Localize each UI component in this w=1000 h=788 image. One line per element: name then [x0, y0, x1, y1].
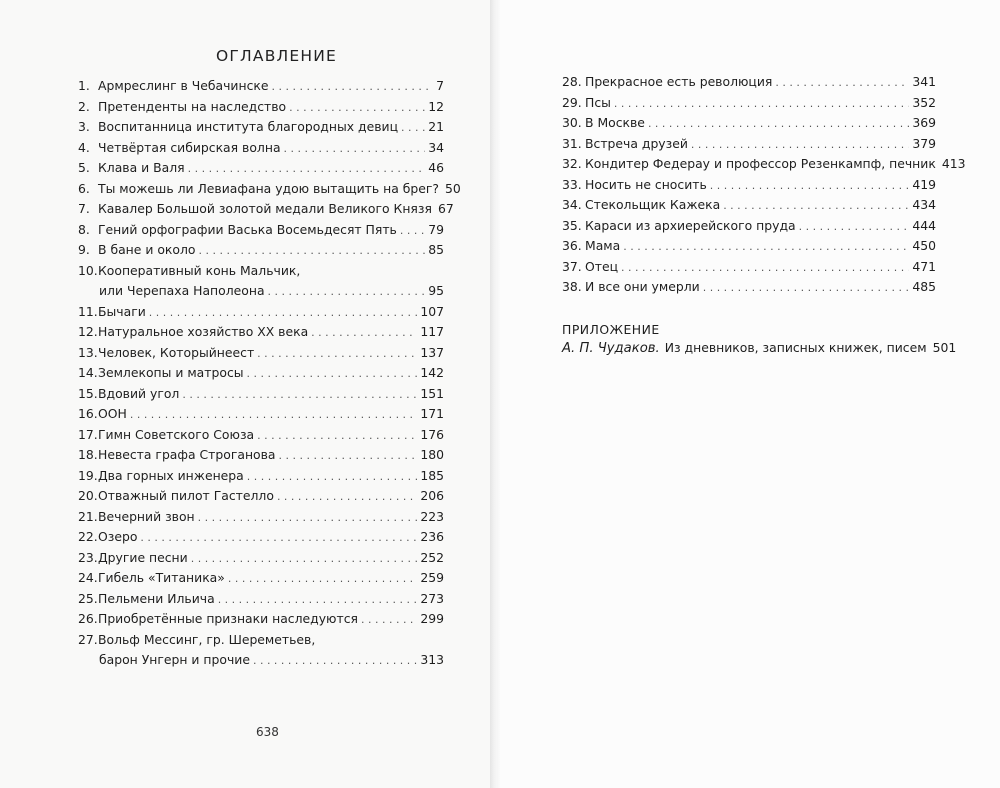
toc-entry — [78, 345, 444, 366]
toc-entry — [78, 406, 444, 427]
dot-leader — [400, 224, 425, 237]
chapter-title: Претенденты на наследство — [98, 98, 287, 114]
toc-entry — [562, 74, 936, 95]
book-gutter — [490, 0, 500, 788]
dot-leader — [703, 281, 910, 294]
chapter-number: 25. — [78, 590, 98, 606]
dot-leader — [272, 80, 434, 93]
chapter-title: Человек, Которыйнеест — [98, 344, 255, 360]
chapter-title: Невеста графа Строганова — [98, 447, 276, 462]
chapter-title: Натуральное хозяйство ХХ века — [98, 324, 309, 339]
toc-entry — [78, 99, 444, 120]
chapter-page: 171 — [420, 406, 444, 421]
chapter-number: 29. — [562, 94, 582, 110]
toc-entry — [78, 304, 444, 325]
chapter-title: Вольф Мессинг, гр. Шереметьев, — [98, 631, 316, 647]
dot-leader — [775, 76, 909, 89]
chapter-page: 313 — [420, 652, 444, 667]
chapter-title: Стекольщик Кажека — [585, 197, 721, 212]
chapter-title: Вдовий угол — [98, 385, 180, 401]
chapter-page: 7 — [436, 78, 444, 93]
chapter-number: 12. — [78, 324, 98, 339]
dot-leader — [691, 138, 909, 151]
toc-entry — [562, 279, 936, 300]
dot-leader — [257, 429, 417, 442]
dot-leader — [284, 142, 426, 155]
chapter-title: Приобретённые признаки наследуются — [98, 611, 358, 626]
dot-leader — [623, 240, 909, 253]
toc-entry — [78, 160, 444, 181]
chapter-page: 185 — [420, 467, 444, 483]
dot-leader — [247, 367, 418, 380]
toc-entry — [78, 242, 444, 263]
toc-entry — [78, 140, 444, 161]
chapter-page: 180 — [420, 447, 444, 462]
chapter-page: 176 — [420, 426, 444, 442]
chapter-number: 35. — [562, 217, 582, 233]
dot-leader — [361, 613, 417, 626]
chapter-page: 137 — [420, 344, 444, 360]
chapter-number: 13. — [78, 344, 98, 360]
chapter-page: 413 — [941, 156, 966, 171]
toc-entry — [78, 529, 444, 550]
chapter-page: 352 — [912, 94, 936, 110]
dot-leader — [614, 97, 909, 110]
chapter-title: Вечерний звон — [98, 508, 195, 524]
chapter-page: 299 — [420, 611, 444, 626]
dot-leader — [149, 306, 418, 319]
chapter-title: Гибель «Титаника» — [98, 570, 225, 585]
chapter-number: 19. — [78, 467, 98, 483]
chapter-page: 369 — [912, 115, 936, 130]
chapter-title: Воспитанница института благородных девиц — [98, 119, 399, 134]
dot-leader — [140, 531, 417, 544]
toc-list-left — [78, 78, 461, 673]
toc-entry — [78, 119, 444, 140]
chapter-page: 50 — [444, 180, 461, 196]
chapter-number: 27. — [78, 631, 98, 647]
toc-entry — [562, 218, 936, 239]
chapter-title: Носить не сносить — [585, 176, 707, 192]
chapter-title: И все они умерли — [585, 279, 700, 294]
dot-leader — [723, 199, 909, 212]
dot-leader — [228, 572, 417, 585]
dot-leader — [130, 408, 418, 421]
toc-entry — [78, 509, 444, 530]
chapter-number: 4. — [78, 139, 90, 155]
chapter-page: 79 — [428, 221, 444, 237]
chapter-page: 471 — [912, 258, 936, 274]
chapter-number: 18. — [78, 447, 98, 462]
toc-entry — [562, 259, 936, 280]
chapter-page: 34 — [428, 139, 444, 155]
toc-entry — [78, 263, 444, 284]
chapter-number: 14. — [78, 365, 98, 380]
chapter-page: 67 — [437, 201, 454, 216]
appendix-author: А. П. Чудаков. — [562, 341, 660, 356]
toc-entry — [78, 632, 444, 653]
chapter-page: 450 — [912, 238, 936, 253]
chapter-number: 17. — [78, 426, 98, 442]
toc-entry — [78, 570, 444, 591]
dot-leader — [198, 511, 418, 524]
chapter-page: 12 — [428, 98, 444, 114]
chapter-number: 9. — [78, 242, 90, 257]
chapter-page: 223 — [420, 508, 444, 524]
toc-entry — [78, 591, 444, 612]
toc-entry — [78, 201, 454, 222]
chapter-title: Другие песни — [98, 549, 188, 565]
chapter-number: 33. — [562, 176, 582, 192]
chapter-title: В бане и около — [98, 242, 196, 257]
dot-leader — [289, 101, 425, 114]
chapter-title: Озеро — [98, 529, 138, 544]
chapter-page: 485 — [912, 279, 936, 294]
chapter-page: 273 — [420, 590, 444, 606]
chapter-number: 1. — [78, 78, 90, 93]
toc-entry-continuation — [78, 652, 444, 673]
chapter-number: 26. — [78, 611, 98, 626]
chapter-number: 31. — [562, 135, 582, 151]
chapter-title: Отец — [585, 258, 619, 274]
toc-entry — [78, 468, 444, 489]
chapter-number: 15. — [78, 385, 98, 401]
dot-leader — [799, 220, 910, 233]
toc-entry — [562, 156, 966, 177]
chapter-page: 85 — [428, 242, 444, 257]
chapter-title: Бычаги — [98, 303, 146, 319]
chapter-title: Гимн Советского Союза — [98, 426, 255, 442]
chapter-number: 23. — [78, 549, 98, 565]
chapter-number: 3. — [78, 119, 90, 134]
chapter-number: 10. — [78, 262, 98, 278]
chapter-title: Отважный пилот Гастелло — [98, 488, 274, 503]
toc-entry — [78, 427, 444, 448]
toc-entry — [562, 177, 936, 198]
dot-leader — [182, 388, 417, 401]
chapter-title: Ты можешь ли Левиафана удою вытащить на брег? — [98, 180, 439, 196]
chapter-title-continued: барон Унгерн и прочие — [99, 652, 250, 667]
chapter-title: Кооперативный конь Мальчик, — [98, 262, 301, 278]
chapter-page: 434 — [912, 197, 936, 212]
toc-entry — [78, 386, 444, 407]
chapter-page: 95 — [428, 283, 444, 298]
dot-leader — [218, 593, 418, 606]
chapter-number: 11. — [78, 303, 98, 319]
toc-entry — [562, 197, 936, 218]
chapter-number: 34. — [562, 197, 582, 212]
chapter-title: Армреслинг в Чебачинске — [98, 78, 269, 93]
chapter-number: 8. — [78, 221, 90, 237]
chapter-number: 6. — [78, 180, 90, 196]
appendix-page: 501 — [932, 340, 957, 355]
chapter-title: Псы — [585, 94, 611, 110]
chapter-page: 379 — [912, 135, 936, 151]
toc-entry — [562, 136, 936, 157]
chapter-page: 206 — [420, 488, 444, 503]
chapter-title: Пельмени Ильича — [98, 590, 215, 606]
toc-entry-continuation — [78, 283, 444, 304]
chapter-title: Гений орфографии Васька Восемьдесят Пять — [98, 221, 397, 237]
appendix-heading: ПРИЛОЖЕНИЕ — [562, 322, 660, 337]
chapter-page: 107 — [420, 303, 444, 319]
chapter-number: 16. — [78, 406, 98, 421]
chapter-number: 32. — [562, 156, 582, 171]
toc-entry — [78, 447, 444, 468]
toc-entry — [78, 488, 444, 509]
chapter-title: Кондитер Федерау и профессор Резенкампф, печник — [585, 156, 936, 171]
chapter-page: 142 — [420, 365, 444, 380]
chapter-number: 37. — [562, 258, 582, 274]
chapter-page: 259 — [420, 570, 444, 585]
toc-entry — [78, 78, 444, 99]
dot-leader — [311, 326, 417, 339]
chapter-number: 2. — [78, 98, 90, 114]
chapter-page: 21 — [428, 119, 444, 134]
dot-leader — [247, 470, 418, 483]
chapter-page: 46 — [428, 160, 444, 175]
chapter-title: Два горных инженера — [98, 467, 244, 483]
toc-entry — [78, 611, 444, 632]
dot-leader — [268, 285, 426, 298]
chapter-number: 38. — [562, 279, 582, 294]
toc-entry — [562, 238, 936, 259]
chapter-number: 36. — [562, 238, 582, 253]
dot-leader — [257, 347, 417, 360]
chapter-number: 22. — [78, 529, 98, 544]
chapter-number: 5. — [78, 160, 90, 175]
chapter-number: 20. — [78, 488, 98, 503]
toc-entry — [78, 550, 444, 571]
chapter-page: 151 — [420, 385, 444, 401]
page-number: 638 — [256, 725, 279, 739]
dot-leader — [710, 179, 910, 192]
chapter-page: 444 — [912, 217, 936, 233]
dot-leader — [191, 552, 418, 565]
chapter-title: Прекрасное есть революция — [585, 74, 773, 89]
dot-leader — [279, 449, 418, 462]
chapter-number: 7. — [78, 201, 90, 216]
chapter-title: Землекопы и матросы — [98, 365, 244, 380]
chapter-number: 24. — [78, 570, 98, 585]
chapter-title: ООН — [98, 406, 127, 421]
toc-entry — [78, 222, 444, 243]
chapter-page: 419 — [912, 176, 936, 192]
chapter-number: 28. — [562, 74, 582, 89]
dot-leader — [253, 654, 417, 667]
toc-list-right — [562, 74, 966, 300]
chapter-title: В Москве — [585, 115, 645, 130]
dot-leader — [621, 261, 909, 274]
toc-entry — [78, 365, 444, 386]
chapter-number: 30. — [562, 115, 582, 130]
toc-entry — [78, 324, 444, 345]
toc-entry — [562, 115, 936, 136]
dot-leader — [198, 244, 425, 257]
chapter-number: 21. — [78, 508, 98, 524]
dot-leader — [401, 121, 425, 134]
chapter-title: Мама — [585, 238, 621, 253]
dot-leader — [648, 117, 909, 130]
chapter-page: 252 — [420, 549, 444, 565]
dot-leader — [188, 162, 426, 175]
chapter-title: Четвёртая сибирская волна — [98, 139, 281, 155]
appendix-entry — [562, 340, 957, 356]
chapter-title: Встреча друзей — [585, 135, 688, 151]
toc-entry — [562, 95, 936, 116]
toc-title: ОГЛАВЛЕНИЕ — [216, 47, 338, 65]
chapter-page: 341 — [912, 74, 936, 89]
dot-leader — [277, 490, 417, 503]
chapter-title-continued: или Черепаха Наполеона — [99, 283, 265, 298]
chapter-page: 236 — [420, 529, 444, 544]
appendix-title: Из дневников, записных книжек, писем — [664, 340, 927, 355]
chapter-page: 117 — [420, 324, 444, 339]
left-page — [0, 0, 490, 788]
chapter-title: Клава и Валя — [98, 160, 185, 175]
chapter-title: Кавалер Большой золотой медали Великого Князя — [98, 201, 432, 216]
chapter-title: Караси из архиерейского пруда — [585, 217, 796, 233]
toc-entry — [78, 180, 461, 202]
